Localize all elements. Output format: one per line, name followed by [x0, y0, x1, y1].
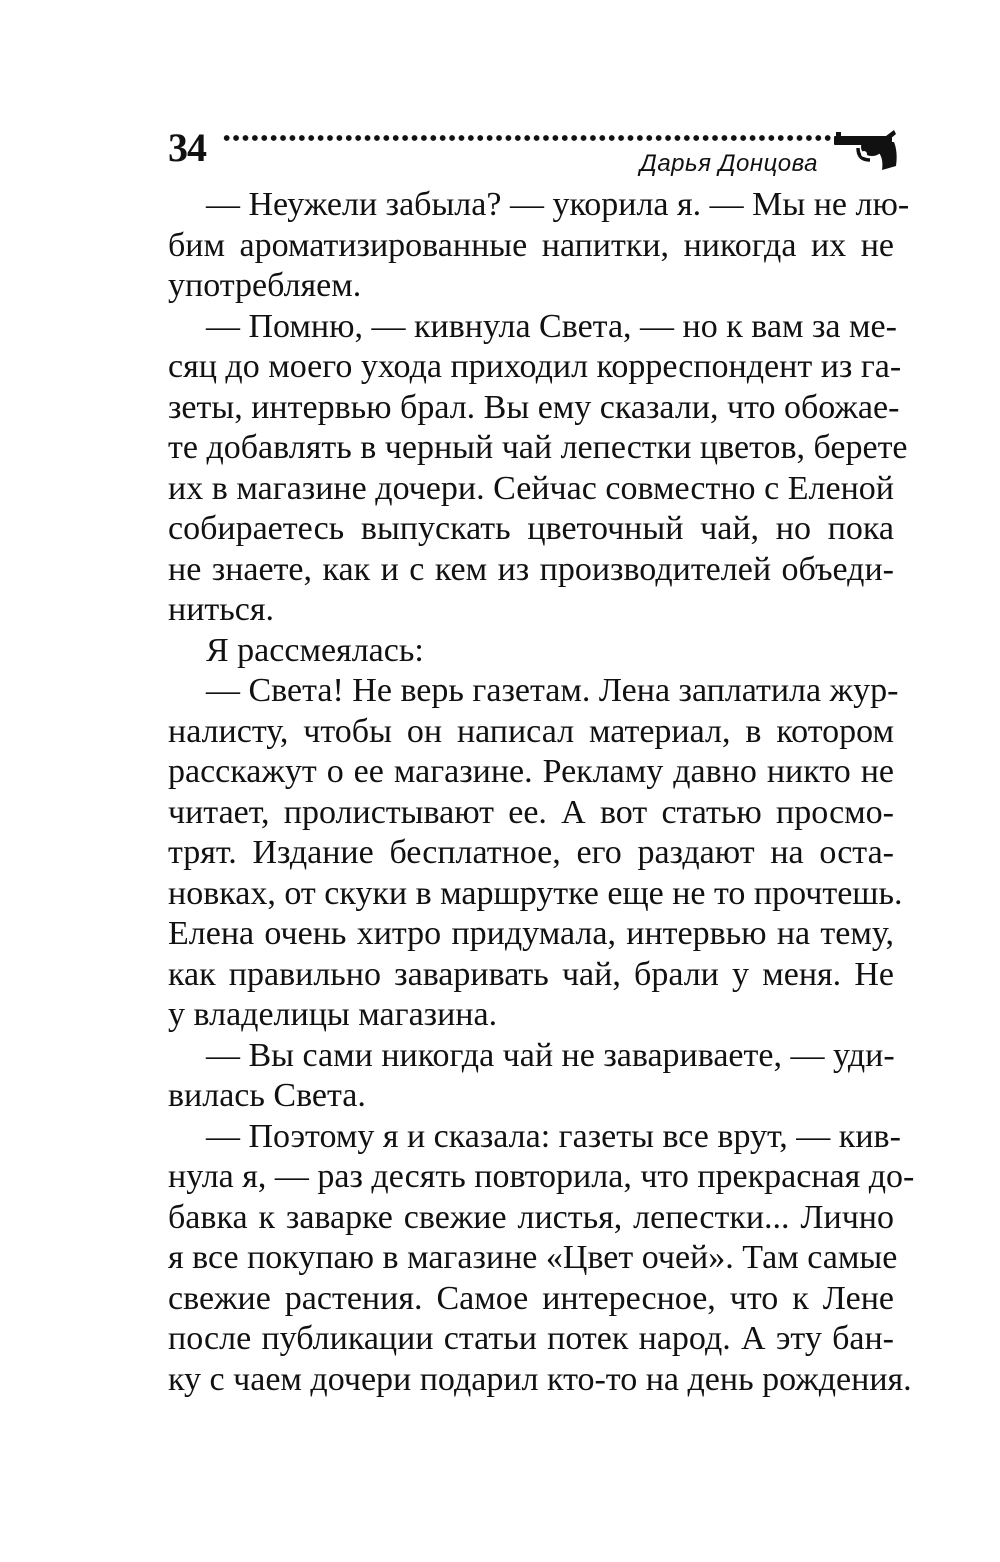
text-line: ниться.: [168, 591, 274, 628]
text-line: у владелицы магазина.: [168, 996, 498, 1033]
text-line: трят. Издание бесплатное, его раздают на оста-: [168, 834, 894, 871]
text-line: нула я, — раз десять повторила, что прекрасная до-: [168, 1158, 915, 1195]
revolver-icon: [828, 126, 900, 172]
text-line: вилась Света.: [168, 1077, 366, 1114]
text-line: зеты, интервью брал. Вы ему сказали, что обожае-: [168, 388, 900, 426]
running-header: [168, 122, 898, 184]
text-line: их в магазине дочери. Сейчас совместно с Еленой: [168, 469, 894, 507]
author-name: Дарья Донцова: [639, 150, 818, 177]
text-line: — Света! Не верь газетам. Лена заплатила жур-: [206, 672, 899, 709]
text-line: после публикации статьи потек народ. А эту бан-: [168, 1320, 894, 1357]
text-line: — Неужели забыла? — укорила я. — Мы не лю-: [206, 186, 910, 223]
text-line: я все покупаю в магазине «Цвет очей». Там самые: [168, 1239, 898, 1276]
text-line: — Вы сами никогда чай не завариваете, — уди-: [206, 1036, 895, 1074]
text-line: употребляем.: [168, 267, 362, 304]
text-line: — Поэтому я и сказала: газеты все врут, — кив-: [206, 1117, 901, 1155]
text-line: Елена очень хитро придумала, интервью на тему,: [168, 915, 894, 952]
page-number: 34: [168, 125, 206, 170]
text-line: бим ароматизированные напитки, никогда их не: [168, 226, 894, 264]
text-line: не знаете, как и с кем из производителей объеди-: [168, 550, 894, 588]
text-line: расскажут о ее магазине. Рекламу давно никто не: [168, 753, 894, 790]
text-line: новках, от скуки в маршрутке еще не то прочтешь.: [168, 874, 903, 912]
text-line: Я рассмеялась:: [206, 631, 424, 669]
text-line: собираетесь выпускать цветочный чай, но пока: [168, 510, 894, 547]
text-line: свежие растения. Самое интересное, что к Лене: [168, 1279, 894, 1317]
dotted-rule: [222, 132, 834, 144]
text-line: как правильно заваривать чай, брали у меня. Не: [168, 955, 894, 993]
text-line: — Помню, — кивнула Света, — но к вам за ме-: [206, 307, 897, 345]
body-text: [168, 185, 915, 1400]
text-line: налисту, чтобы он написал материал, в котором: [168, 712, 894, 750]
text-line: ку с чаем дочери подарил кто-то на день рождения.: [168, 1360, 912, 1398]
text-line: сяц до моего ухода приходил корреспондент из га-: [168, 348, 902, 385]
text-line: бавка к заварке свежие листья, лепестки... Лично: [168, 1198, 894, 1236]
text-line: те добавлять в черный чай лепестки цветов, берете: [168, 429, 908, 466]
text-line: читает, пролистывают ее. А вот статью просмо-: [168, 793, 894, 831]
